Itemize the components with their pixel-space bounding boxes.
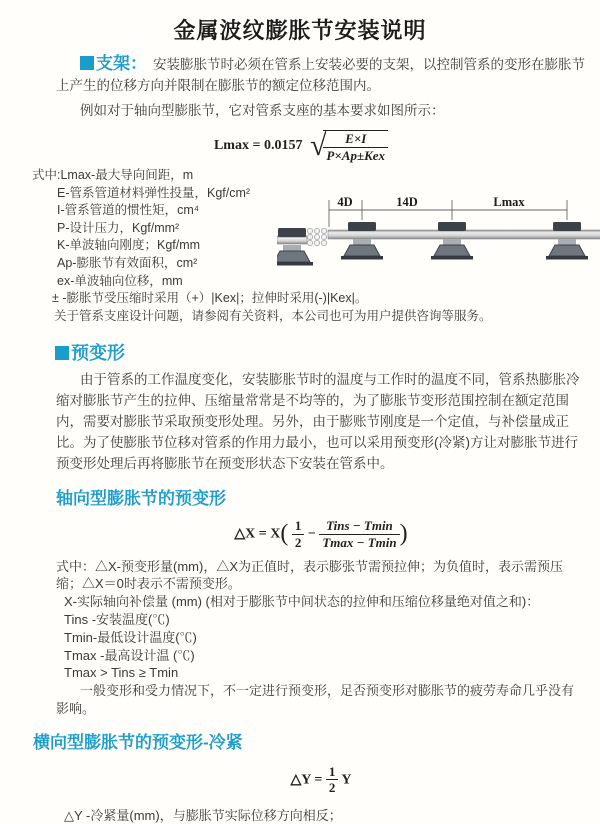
- lmax-formula: [56, 129, 546, 163]
- pipe-support-diagram: [277, 193, 600, 285]
- explain-line: X-实际轴向补偿量 (mm) (相对于膨胀节中间状态的拉伸和压缩位移量绝对值之和)：: [64, 594, 540, 610]
- lmax-formula-numerator: E×I: [323, 132, 388, 148]
- section-square-icon: [80, 56, 94, 70]
- explain-line: Tmax -最高设计温 (℃): [64, 647, 195, 663]
- document-body: [32, 53, 586, 824]
- pipe-support: [341, 222, 383, 260]
- half-denominator: 2: [328, 780, 336, 796]
- support-section-heading: 支架：: [96, 54, 147, 73]
- support-note-line: 关于管系支座设计问题，请参阅有关资料，本公司也可为用户提供咨询等服务。: [54, 308, 492, 323]
- temp-denominator: Tmax − Tmin: [322, 534, 397, 550]
- document-title: 金属波纹膨胀节安装说明: [173, 18, 427, 43]
- transverse-formula-rhs: Y: [341, 772, 352, 788]
- transverse-note: △Y -冷紧量(mm)，与膨胀节实际位移方向相反；: [64, 808, 342, 824]
- explain-line: 一般变形和受力情况下，不一定进行预变形，足否预变形对膨胀节的疲劳寿命几乎没有影响。: [56, 683, 575, 716]
- definition-line: Ap-膨胀节有效面积，cm²: [57, 255, 198, 270]
- temp-numerator: Tins − Tmin: [319, 519, 399, 535]
- support-example-line: 例如对于轴向型膨胀节，它对管系支座的基本要求如图所示：: [80, 103, 445, 118]
- axial-formula-lhs: △X = X: [234, 526, 281, 542]
- definition-line: ex-单波轴向位移，mm: [57, 273, 183, 288]
- close-paren: ): [399, 520, 408, 547]
- explain-line: Tins -安装温度(℃): [64, 612, 170, 628]
- definition-line: E-管系管道材料弹性投量，Kgf/cm²: [57, 185, 251, 200]
- half-numerator: 1: [292, 519, 305, 535]
- section-square-icon: [55, 346, 69, 360]
- pipe-support: [431, 222, 473, 260]
- explain-line: 式中：△X-预变形量(mm)，△X为正值时，表示膨张节需预拉伸；为负值时，表示需预压缩；△X＝0时表示不需预变形。: [56, 558, 563, 592]
- half-numerator: 1: [326, 765, 339, 781]
- half-denominator: 2: [294, 534, 302, 550]
- axial-formula: [56, 519, 586, 549]
- predeform-heading-text: 预变形: [71, 343, 125, 364]
- predeform-section-heading: [55, 339, 586, 365]
- dim-label-14d: 14D: [396, 195, 418, 209]
- transverse-subheading: 横向型膨胀节的预变形-冷紧: [33, 732, 243, 752]
- main-pipe: [328, 230, 600, 239]
- anchor-support: [277, 228, 313, 266]
- sqrt-symbol: √: [309, 129, 327, 162]
- predeform-paragraph: 由于管系的工作温度变化，安装膨胀节时的温度与工作时的温度不同，管系热膨胀冷缩对膨胀节产生的拉伸、压缩量常常是不均等的，为了膨胀节变形范围控制在额定范围内，需要对膨胀节采取预变形处理。另外，由于膨账节刚度是一个定值，与补偿量成正比。为了使膨胀节位移对管系的作用力最小，也可以采用预变形(冷紧)方让对膨胀节进行预变形处理后再将膨胀节在预变形状态下安装在管系中。: [56, 372, 580, 472]
- definition-line: 式中:Lmax-最大导向间距，m: [32, 168, 194, 182]
- lmax-formula-fraction: [323, 130, 388, 162]
- definition-line: K-单波轴向刚度；Kgf/mm: [57, 238, 201, 253]
- transverse-formula-lhs: △Y =: [290, 772, 323, 788]
- lmax-formula-denominator: P×Ap±Kex: [326, 147, 386, 163]
- axial-explanations: [56, 558, 586, 718]
- support-intro-paragraph: [56, 53, 586, 96]
- explain-line: Tmax > Tins ≥ Tmin: [64, 665, 179, 681]
- axial-formula-temp-fraction: [319, 519, 399, 549]
- transverse-formula: [56, 765, 586, 795]
- transverse-formula-half: [326, 765, 339, 795]
- axial-formula-half: [292, 519, 305, 549]
- definition-line: ± -膨胀节受压缩时采用（+）|Kex|；拉伸时采用(-)|Kex|。: [52, 291, 368, 306]
- open-paren: (: [280, 520, 289, 547]
- support-intro-text: 安装膨胀节时必须在管系上安装必要的支架，以控制管系的变形在膨胀节上产生的位移方向并限制在膨胀节的额定位移范围内。: [56, 57, 585, 93]
- lmax-formula-lhs: Lmax = 0.0157: [213, 138, 303, 154]
- dim-label-lmax: Lmax: [493, 195, 525, 209]
- definition-line: I-管系管道的惯性矩，cm⁴: [57, 203, 200, 218]
- definition-line: P-设计压力，Kgf/mm²: [57, 220, 180, 235]
- pipe-support: [546, 222, 588, 260]
- bellows-coils: [307, 228, 326, 245]
- dim-label-4d: 4D: [337, 195, 353, 209]
- anchor-pipe-stub: [277, 236, 307, 244]
- symbol-definitions: [32, 167, 586, 325]
- minus-sign: −: [307, 526, 316, 542]
- axial-subheading: 轴向型膨胀节的预变形: [56, 489, 226, 509]
- explain-line: Tmin-最低设计温度(℃): [64, 629, 197, 645]
